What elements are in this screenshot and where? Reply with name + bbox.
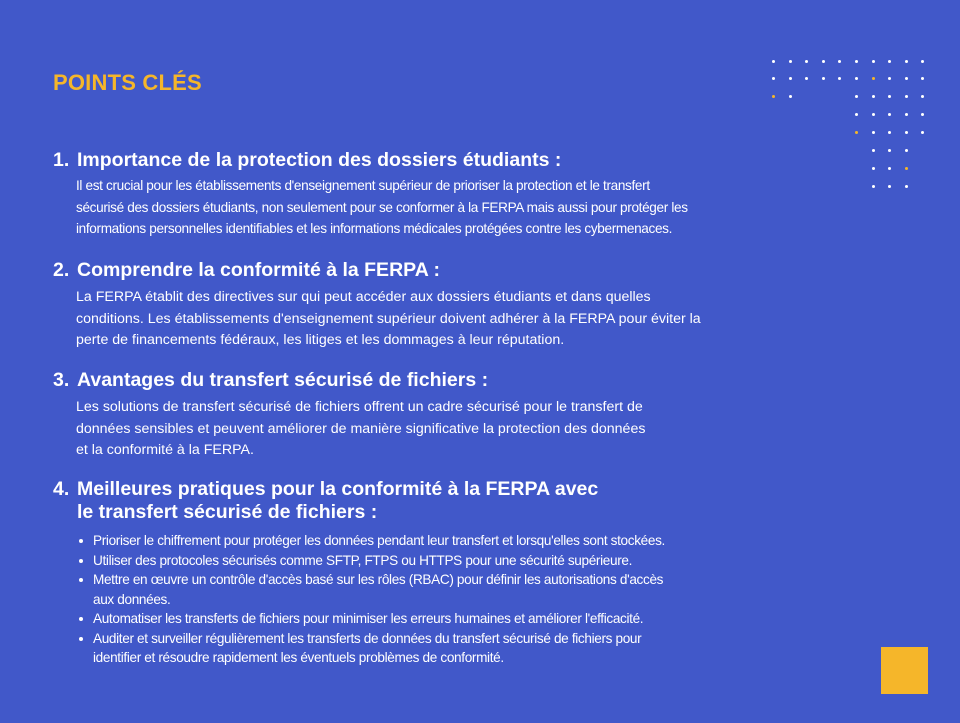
decorative-dot [872,60,875,63]
decorative-dot [905,77,908,80]
body-line: et la conformité à la FERPA. [76,442,254,458]
section-body [76,175,688,240]
section-title-text: Meilleures pratiques pour la conformité à la FERPA avec [77,478,599,500]
decorative-dot [921,113,924,116]
section-body [76,397,645,462]
body-line: Il est crucial pour les établissements d'enseignement supérieur de prioriser la protection et le transfert [76,178,650,193]
decorative-dot [905,167,908,170]
decorative-dot [872,131,875,134]
section-title [53,149,688,172]
list-item-text: Automatiser les transferts de fichiers pour minimiser les erreurs humaines et améliorer l'efficacité. [93,611,644,626]
list-item [76,609,665,629]
decorative-dot [789,60,792,63]
decorative-dot [888,185,891,188]
section-3 [53,369,645,462]
decorative-dot [872,167,875,170]
section-body [76,287,701,352]
decorative-dot-grid [768,54,938,194]
page-heading: POINTS CLÉS [53,70,202,95]
decorative-dot [855,113,858,116]
decorative-dot [888,60,891,63]
body-line: conditions. Les établissements d'enseignement supérieur doivent adhérer à la FERPA pour éviter la [76,310,701,327]
section-4 [53,478,665,668]
section-2 [53,259,701,352]
decorative-dot [872,113,875,116]
decorative-dot [772,60,775,63]
decorative-dot [855,77,858,80]
best-practices-list [76,531,665,668]
decorative-dot [772,77,775,80]
section-number: 1. [53,149,70,171]
section-title [53,478,665,524]
body-line: Les solutions de transfert sécurisé de fichiers offrent un cadre sécurisé pour le transfert de [76,399,643,415]
section-number: 4. [53,478,70,500]
section-title [53,259,701,282]
body-line: La FERPA établit des directives sur qui peut accéder aux dossiers étudiants et dans quelles [76,289,651,305]
decorative-dot [888,77,891,80]
decorative-dot [822,77,825,80]
section-title-text: Importance de la protection des dossiers étudiants : [77,149,562,171]
decorative-dot [872,77,875,80]
section-number: 2. [53,259,70,281]
section-title [53,369,645,392]
body-line: perte de financements fédéraux, les litiges et les dommages à leur réputation. [76,332,565,348]
body-line: sécurisé des dossiers étudiants, non seulement pour se conformer à la FERPA mais aussi pour protéger les [76,199,688,215]
list-item [76,570,665,609]
list-item-text: Auditer et surveiller régulièrement les transferts de données du transfert sécurisé de fichiers pour [93,630,642,646]
list-item [76,531,665,551]
body-line: données sensibles et peuvent améliorer de manière significative la protection des données [76,420,646,437]
section-title-text: le transfert sécurisé de fichiers : [77,501,378,523]
decorative-dot [905,95,908,98]
decorative-square [881,647,928,694]
decorative-dot [905,131,908,134]
section-title-text: Comprendre la conformité à la FERPA : [77,259,440,281]
section-1 [53,149,688,240]
list-item [76,551,665,571]
list-item-text: Utiliser des protocoles sécurisés comme SFTP, FTPS ou HTTPS pour une sécurité supérieure. [93,552,633,568]
list-item-text: Mettre en œuvre un contrôle d'accès basé sur les rôles (RBAC) pour définir les autorisations d'accès [93,572,664,587]
body-line: informations personnelles identifiables et les informations médicales protégées contre les cybermenaces. [76,221,673,236]
decorative-dot [805,77,808,80]
list-item-text: aux données. [93,591,171,607]
decorative-dot [822,60,825,63]
decorative-dot [905,60,908,63]
decorative-dot [921,77,924,80]
list-item-text: identifier et résoudre rapidement les éventuels problèmes de conformité. [93,650,504,665]
decorative-dot [921,95,924,98]
decorative-dot [789,95,792,98]
decorative-dot [838,77,841,80]
decorative-dot [888,131,891,134]
decorative-dot [855,60,858,63]
list-item [76,629,665,668]
decorative-dot [888,113,891,116]
decorative-dot [855,95,858,98]
decorative-dot [888,167,891,170]
decorative-dot [905,149,908,152]
decorative-dot [905,113,908,116]
decorative-dot [905,185,908,188]
decorative-dot [921,60,924,63]
decorative-dot [838,60,841,63]
section-title-text: Avantages du transfert sécurisé de fichiers : [77,369,489,391]
decorative-dot [772,95,775,98]
decorative-dot [805,60,808,63]
list-item-text: Prioriser le chiffrement pour protéger les données pendant leur transfert et lorsqu'elles sont stockées. [93,533,665,548]
decorative-dot [855,131,858,134]
section-number: 3. [53,369,70,391]
decorative-dot [872,149,875,152]
decorative-dot [872,185,875,188]
decorative-dot [888,95,891,98]
decorative-dot [872,95,875,98]
decorative-dot [888,149,891,152]
decorative-dot [789,77,792,80]
decorative-dot [921,131,924,134]
